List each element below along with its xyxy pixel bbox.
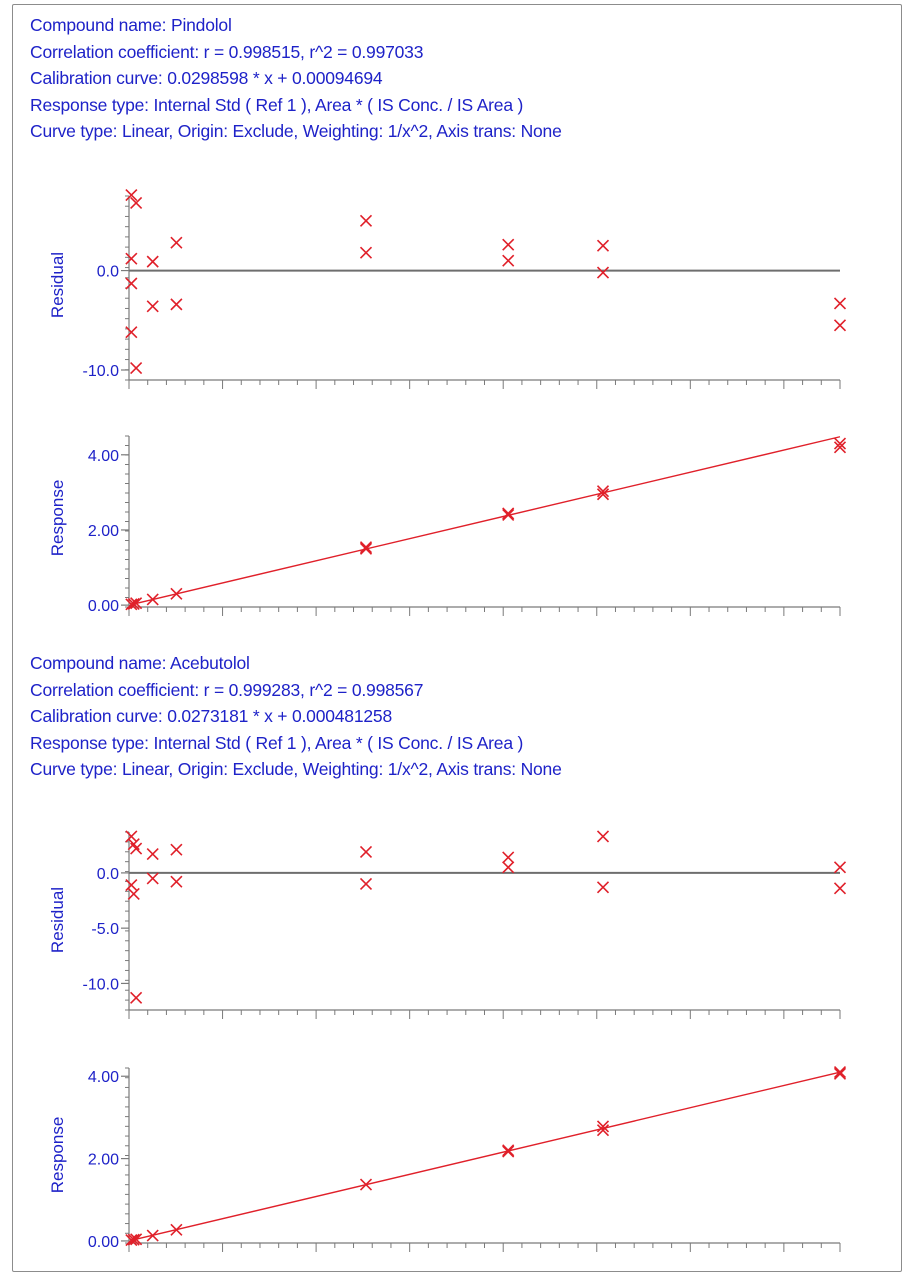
- calibration-curve-label: Calibration curve: 0.0298598 * x + 0.00094694: [30, 68, 383, 88]
- calibration-curve-label: Calibration curve: 0.0273181 * x + 0.000481258: [30, 706, 392, 726]
- y-axis-label: Residual: [48, 251, 67, 319]
- y-tick-label: 2.00: [87, 1151, 119, 1169]
- y-axis-label: Response: [48, 1116, 67, 1194]
- correlation-label: Correlation coefficient: r = 0.998515, r^2 = 0.997033: [30, 41, 424, 62]
- response-type-label: Response type: Internal Std ( Ref 1 ), Area * ( IS Conc. / IS Area ): [30, 94, 524, 115]
- y-tick-label: 2.00: [87, 522, 119, 540]
- data-point: [171, 1224, 182, 1235]
- y-axis-label: Response: [48, 479, 67, 557]
- y-tick-label: 0.0: [96, 263, 119, 281]
- y-tick-label: 4.00: [87, 447, 119, 465]
- response-type-label: Response type: Internal Std ( Ref 1 ), Area * ( IS Conc. / IS Area ): [30, 732, 524, 753]
- y-tick-label: 0.00: [87, 598, 119, 616]
- curve-type-label: Curve type: Linear, Origin: Exclude, Weighting: 1/x^2, Axis trans: None: [30, 759, 562, 779]
- data-point: [361, 1179, 372, 1190]
- correlation-label: Correlation coefficient: r = 0.999283, r^2 = 0.998567: [30, 679, 424, 700]
- y-tick-label: 0.00: [87, 1233, 119, 1251]
- y-tick-label: -10.0: [82, 976, 119, 994]
- curve-type-label: Curve type: Linear, Origin: Exclude, Weighting: 1/x^2, Axis trans: None: [30, 121, 562, 141]
- y-tick-label: -5.0: [91, 921, 119, 939]
- data-point: [835, 1067, 846, 1078]
- y-tick-label: 0.0: [96, 865, 119, 883]
- fit-line: [131, 1072, 840, 1240]
- compound-name-label: Compound name: Pindolol: [30, 15, 232, 35]
- y-tick-label: -10.0: [82, 363, 119, 380]
- y-axis-label: Residual: [48, 886, 67, 954]
- y-tick-label: 4.00: [87, 1069, 119, 1087]
- compound-name-label: Compound name: Acebutolol: [30, 653, 250, 673]
